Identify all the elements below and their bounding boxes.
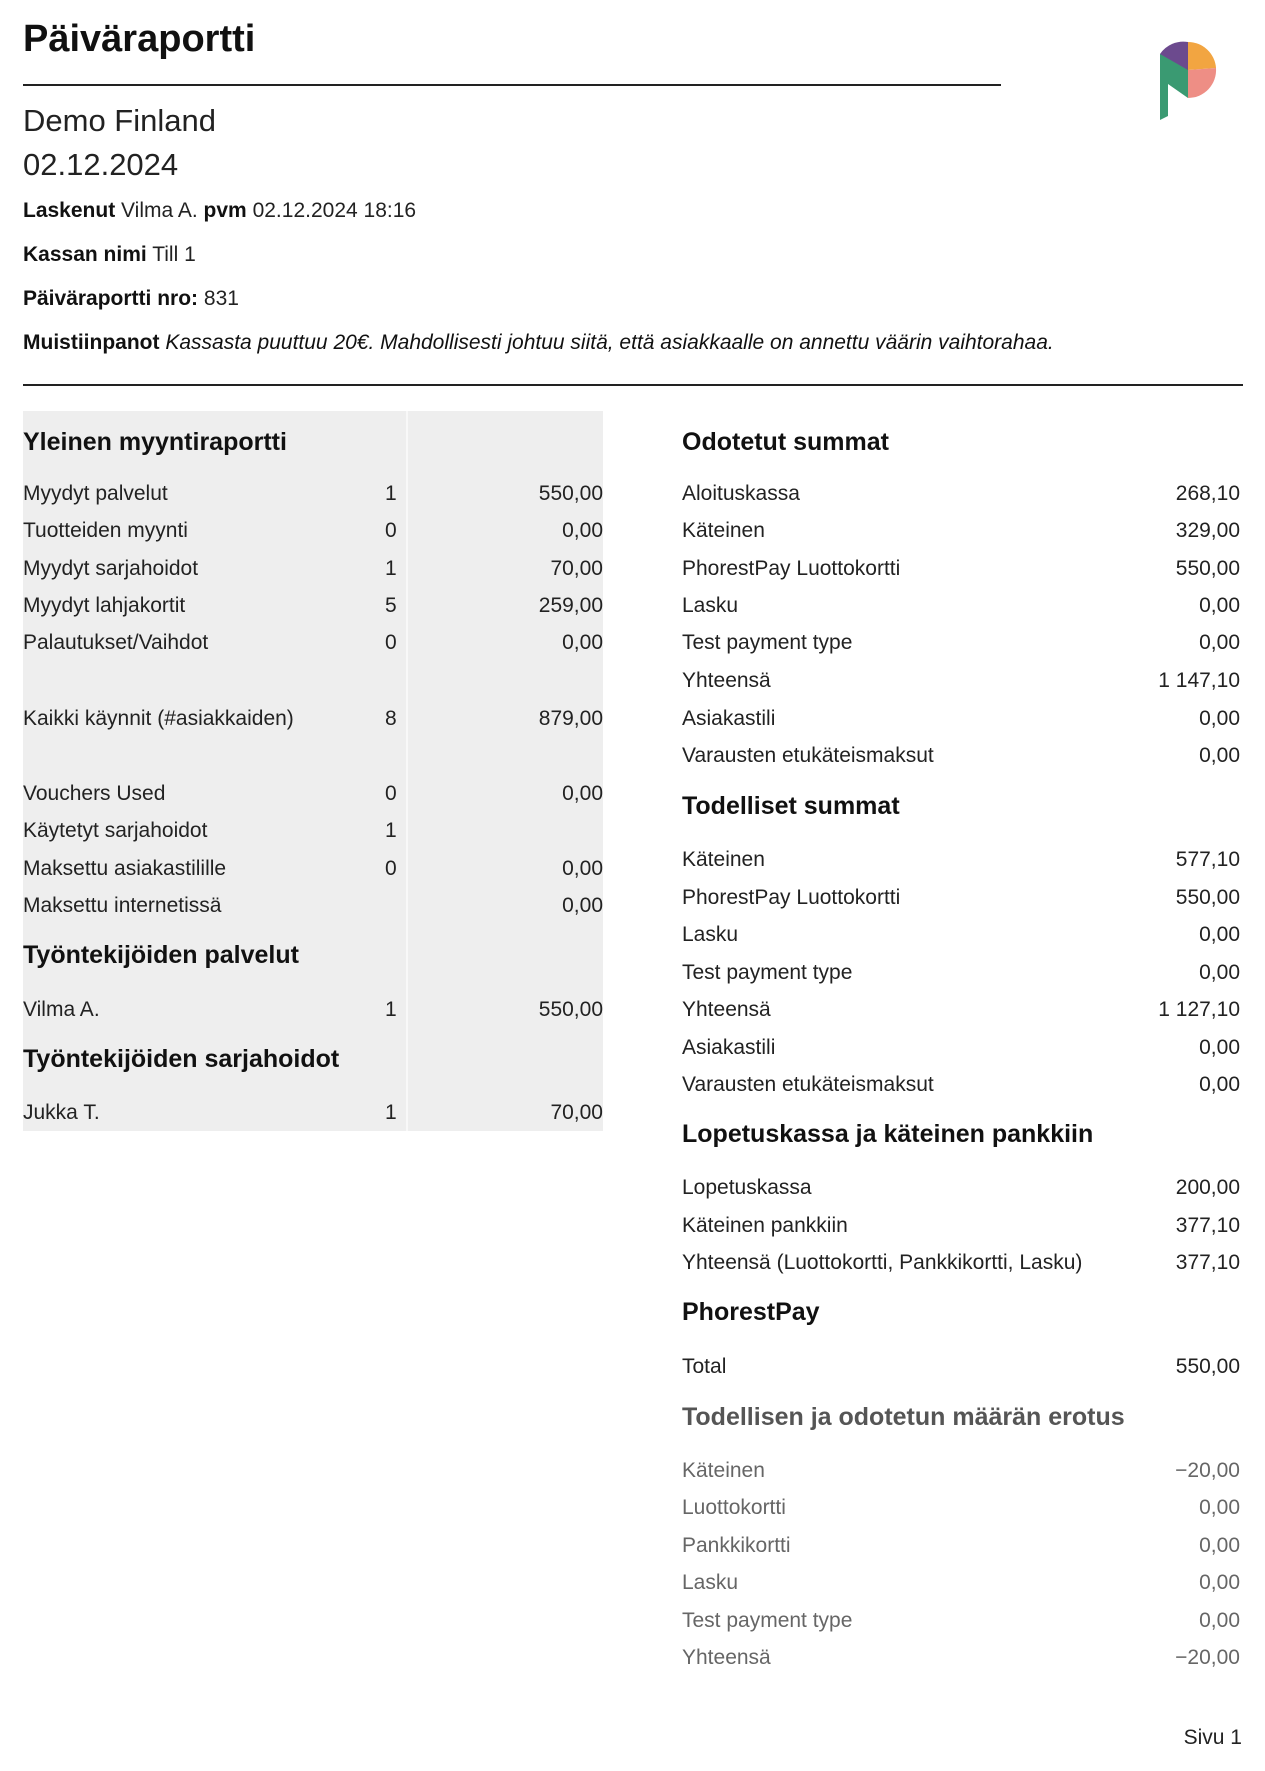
expected-row bbox=[682, 516, 1240, 546]
row-label: Total bbox=[682, 1355, 727, 1378]
employee-services-title: Työntekijöiden palvelut bbox=[23, 941, 299, 969]
sales-row bbox=[23, 704, 603, 734]
counted-by-label: Laskenut bbox=[23, 199, 116, 222]
closing-row bbox=[682, 1248, 1240, 1278]
row-amount: 329,00 bbox=[1175, 519, 1240, 542]
row-amount: 268,10 bbox=[1175, 482, 1240, 505]
row-amount: 0,00 bbox=[562, 857, 603, 880]
difference-row bbox=[682, 1531, 1240, 1561]
row-amount: 0,00 bbox=[1199, 923, 1240, 946]
expected-row bbox=[682, 628, 1240, 658]
row-label: Käytetyt sarjahoidot bbox=[23, 819, 208, 842]
notes-text: Kassasta puuttuu 20€. Mahdollisesti johtuu siitä, että asiakkaalle on annettu väärin vaihtorahaa. bbox=[165, 331, 1054, 354]
row-amount: 70,00 bbox=[550, 557, 603, 580]
sales-row bbox=[23, 479, 603, 509]
sales-row bbox=[23, 854, 603, 884]
row-count: 5 bbox=[385, 594, 397, 617]
row-label: PhorestPay Luottokortti bbox=[682, 557, 901, 580]
sales-row bbox=[23, 554, 603, 584]
report-number-line bbox=[23, 287, 239, 311]
row-count: 8 bbox=[385, 707, 397, 730]
row-amount: −20,00 bbox=[1175, 1646, 1240, 1669]
phorestpay-title: PhorestPay bbox=[682, 1298, 820, 1326]
company-name: Demo Finland bbox=[23, 103, 216, 138]
row-label: Pankkikortti bbox=[682, 1534, 791, 1557]
till-value: Till 1 bbox=[152, 243, 196, 266]
counted-by-value: Vilma A. bbox=[121, 199, 198, 222]
actual-row bbox=[682, 1070, 1240, 1100]
row-count: 1 bbox=[385, 1101, 397, 1124]
closing-row bbox=[682, 1173, 1240, 1203]
row-amount: 377,10 bbox=[1175, 1214, 1240, 1237]
row-amount: 550,00 bbox=[538, 482, 603, 505]
row-label: Jukka T. bbox=[23, 1101, 100, 1124]
row-label: Käteinen pankkiin bbox=[682, 1214, 848, 1237]
expected-row bbox=[682, 591, 1240, 621]
row-label: PhorestPay Luottokortti bbox=[682, 886, 901, 909]
actual-row bbox=[682, 883, 1240, 913]
row-label: Yhteensä bbox=[682, 1646, 771, 1669]
phorestpay-row bbox=[682, 1352, 1240, 1382]
notes-line bbox=[23, 331, 1054, 355]
expected-row bbox=[682, 554, 1240, 584]
row-label: Luottokortti bbox=[682, 1496, 786, 1519]
row-count: 0 bbox=[385, 857, 397, 880]
row-amount: 879,00 bbox=[538, 707, 603, 730]
row-label: Vilma A. bbox=[23, 998, 100, 1021]
row-amount: 550,00 bbox=[1175, 557, 1240, 580]
employee-series-title: Työntekijöiden sarjahoidot bbox=[23, 1045, 340, 1073]
row-label: Varausten etukäteismaksut bbox=[682, 1073, 934, 1096]
row-label: Test payment type bbox=[682, 631, 853, 654]
difference-row bbox=[682, 1568, 1240, 1598]
report-number-value: 831 bbox=[203, 287, 239, 310]
expected-row bbox=[682, 666, 1240, 696]
actual-row bbox=[682, 958, 1240, 988]
datetime-value: 02.12.2024 18:16 bbox=[252, 199, 417, 222]
row-amount: 577,10 bbox=[1175, 848, 1240, 871]
row-count: 0 bbox=[385, 631, 397, 654]
employee-series-row bbox=[23, 1098, 603, 1128]
row-label: Aloituskassa bbox=[682, 482, 800, 505]
row-amount: 0,00 bbox=[1199, 744, 1240, 767]
row-label: Myydyt sarjahoidot bbox=[23, 557, 199, 580]
row-label: Myydyt palvelut bbox=[23, 482, 168, 505]
sales-row bbox=[23, 628, 603, 658]
row-count: 1 bbox=[385, 819, 397, 842]
row-label: Asiakastili bbox=[682, 1036, 776, 1059]
sales-row bbox=[23, 816, 603, 846]
row-label: Palautukset/Vaihdot bbox=[23, 631, 209, 654]
actual-row bbox=[682, 1033, 1240, 1063]
row-amount: 0,00 bbox=[1199, 1609, 1240, 1632]
difference-row bbox=[682, 1493, 1240, 1523]
row-amount: 550,00 bbox=[1175, 1355, 1240, 1378]
row-label: Käteinen bbox=[682, 1459, 765, 1482]
row-amount: 0,00 bbox=[1199, 1534, 1240, 1557]
logo-orange-segment bbox=[1188, 42, 1216, 70]
row-label: Yhteensä bbox=[682, 669, 771, 692]
row-label: Yhteensä (Luottokortti, Pankkikortti, Lasku) bbox=[682, 1251, 1083, 1274]
sales-row bbox=[23, 779, 603, 809]
row-count: 1 bbox=[385, 557, 397, 580]
page-number: Sivu 1 bbox=[1183, 1726, 1242, 1749]
sales-row bbox=[23, 591, 603, 621]
actual-row bbox=[682, 920, 1240, 950]
row-amount: 1 127,10 bbox=[1158, 998, 1240, 1021]
row-label: Varausten etukäteismaksut bbox=[682, 744, 934, 767]
actual-row bbox=[682, 845, 1240, 875]
closing-row bbox=[682, 1211, 1240, 1241]
row-amount: 0,00 bbox=[1199, 707, 1240, 730]
row-amount: 200,00 bbox=[1175, 1176, 1240, 1199]
title-divider bbox=[23, 84, 1001, 86]
actual-row bbox=[682, 995, 1240, 1025]
row-amount: 0,00 bbox=[1199, 961, 1240, 984]
row-amount: 0,00 bbox=[1199, 1571, 1240, 1594]
row-amount: 550,00 bbox=[1175, 886, 1240, 909]
expected-totals-title: Odotetut summat bbox=[682, 428, 889, 456]
closing-cash-title: Lopetuskassa ja käteinen pankkiin bbox=[682, 1120, 1094, 1148]
sales-row bbox=[23, 891, 603, 921]
row-amount: 0,00 bbox=[1199, 1496, 1240, 1519]
row-label: Lasku bbox=[682, 923, 739, 946]
row-label: Lasku bbox=[682, 1571, 739, 1594]
date-label: pvm bbox=[203, 199, 247, 222]
row-count: 1 bbox=[385, 998, 397, 1021]
row-count: 0 bbox=[385, 782, 397, 805]
row-amount: 70,00 bbox=[550, 1101, 603, 1124]
row-amount: 550,00 bbox=[538, 998, 603, 1021]
row-label: Lopetuskassa bbox=[682, 1176, 812, 1199]
row-label: Vouchers Used bbox=[23, 782, 166, 805]
row-amount: 0,00 bbox=[562, 782, 603, 805]
row-amount: −20,00 bbox=[1175, 1459, 1240, 1482]
difference-title: Todellisen ja odotetun määrän erotus bbox=[682, 1403, 1125, 1431]
row-count: 1 bbox=[385, 482, 397, 505]
row-label: Tuotteiden myynti bbox=[23, 519, 188, 542]
report-number-label: Päiväraportti nro: bbox=[23, 287, 199, 310]
header-divider bbox=[23, 384, 1243, 386]
employee-services-row bbox=[23, 995, 603, 1025]
counted-by-line bbox=[23, 199, 416, 223]
difference-row bbox=[682, 1456, 1240, 1486]
notes-label: Muistiinpanot bbox=[23, 331, 160, 354]
row-amount: 0,00 bbox=[1199, 1073, 1240, 1096]
row-label: Test payment type bbox=[682, 961, 853, 984]
actual-totals-title: Todelliset summat bbox=[682, 792, 900, 820]
row-amount: 0,00 bbox=[1199, 631, 1240, 654]
row-label: Asiakastili bbox=[682, 707, 776, 730]
row-amount: 1 147,10 bbox=[1158, 669, 1240, 692]
row-amount: 259,00 bbox=[538, 594, 603, 617]
row-count: 0 bbox=[385, 519, 397, 542]
difference-row bbox=[682, 1606, 1240, 1636]
sales-report-title: Yleinen myyntiraportti bbox=[23, 428, 287, 456]
row-label: Lasku bbox=[682, 594, 739, 617]
row-label: Test payment type bbox=[682, 1609, 853, 1632]
row-label: Myydyt lahjakortit bbox=[23, 594, 186, 617]
row-label: Maksettu asiakastilille bbox=[23, 857, 227, 880]
row-label: Käteinen bbox=[682, 519, 765, 542]
report-date: 02.12.2024 bbox=[23, 147, 179, 182]
row-amount: 0,00 bbox=[562, 519, 603, 542]
till-label: Kassan nimi bbox=[23, 243, 147, 266]
row-amount: 0,00 bbox=[562, 894, 603, 917]
row-label: Kaikki käynnit (#asiakkaiden) bbox=[23, 707, 294, 730]
row-amount: 0,00 bbox=[562, 631, 603, 654]
expected-row bbox=[682, 741, 1240, 771]
expected-row bbox=[682, 479, 1240, 509]
row-amount: 0,00 bbox=[1199, 1036, 1240, 1059]
phorest-logo-icon bbox=[1152, 40, 1224, 122]
report-title: Päiväraportti bbox=[23, 18, 256, 60]
row-amount: 0,00 bbox=[1199, 594, 1240, 617]
till-line bbox=[23, 243, 196, 267]
sales-row bbox=[23, 516, 603, 546]
row-label: Käteinen bbox=[682, 848, 765, 871]
row-label: Yhteensä bbox=[682, 998, 771, 1021]
row-amount: 377,10 bbox=[1175, 1251, 1240, 1274]
row-label: Maksettu internetissä bbox=[23, 894, 222, 917]
logo-pink-segment bbox=[1188, 68, 1216, 98]
expected-row bbox=[682, 704, 1240, 734]
difference-row bbox=[682, 1643, 1240, 1673]
